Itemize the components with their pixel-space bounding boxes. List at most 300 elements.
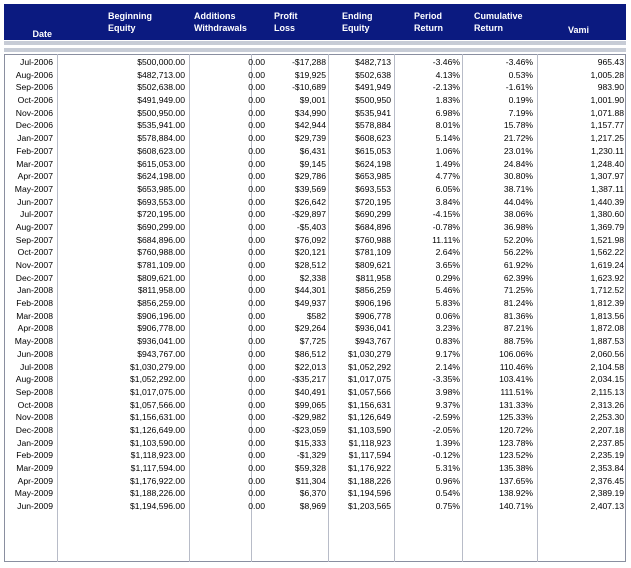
ending-equity-cell: $811,958: [355, 272, 391, 283]
header-beginning-equity-line1: Beginning: [108, 11, 152, 21]
period-return-cell: -4.15%: [432, 209, 460, 220]
additions-withdrawals-cell: 0.00: [248, 501, 265, 512]
additions-withdrawals-cell: 0.00: [248, 133, 265, 144]
beginning-equity-cell: $809,621.00: [137, 272, 185, 283]
table-row: [4, 183, 626, 196]
date-cell: Oct-2008: [17, 399, 53, 410]
vami-cell: 1,157.77: [590, 120, 624, 131]
ending-equity-cell: $491,949: [355, 82, 391, 93]
header-period-return: [414, 4, 443, 40]
header-period-line2: Return: [414, 23, 443, 33]
beginning-equity-cell: $1,194,596.00: [130, 501, 185, 512]
table-row: [4, 246, 626, 259]
ending-equity-cell: $502,638: [355, 69, 391, 80]
vami-cell: 1,071.88: [590, 107, 624, 118]
beginning-equity-cell: $1,017,075.00: [130, 386, 185, 397]
period-return-cell: 1.06%: [435, 145, 460, 156]
table-row: [4, 297, 626, 310]
table-row: [4, 437, 626, 450]
date-cell: Nov-2008: [15, 412, 53, 423]
ending-equity-cell: $936,041: [355, 323, 391, 334]
additions-withdrawals-cell: 0.00: [248, 234, 265, 245]
period-return-cell: 3.98%: [435, 386, 460, 397]
beginning-equity-cell: $856,259.00: [137, 298, 185, 309]
additions-withdrawals-cell: 0.00: [248, 145, 265, 156]
vami-cell: 1,369.79: [590, 221, 624, 232]
cumulative-return-cell: 0.53%: [508, 69, 533, 80]
table-row: [4, 234, 626, 247]
beginning-equity-cell: $684,896.00: [137, 234, 185, 245]
vami-cell: 2,253.30: [590, 412, 624, 423]
period-return-cell: -0.78%: [432, 221, 460, 232]
table-row: [4, 348, 626, 361]
period-return-cell: 0.96%: [435, 475, 460, 486]
cumulative-return-cell: 36.98%: [503, 221, 533, 232]
additions-withdrawals-cell: 0.00: [248, 386, 265, 397]
additions-withdrawals-cell: 0.00: [248, 69, 265, 80]
ending-equity-cell: $1,188,226: [347, 475, 391, 486]
beginning-equity-cell: $615,053.00: [137, 158, 185, 169]
vami-cell: 983.90: [597, 82, 624, 93]
beginning-equity-cell: $781,109.00: [137, 260, 185, 270]
date-cell: Jan-2008: [17, 285, 53, 296]
date-cell: Nov-2007: [15, 260, 53, 270]
vami-cell: 1,230.11: [591, 145, 624, 156]
header-ending-line1: Ending: [342, 11, 373, 21]
header-profit-loss: [274, 4, 298, 40]
period-return-cell: -2.13%: [432, 82, 460, 93]
period-return-cell: 4.13%: [435, 69, 460, 80]
vami-cell: 1,872.08: [590, 323, 624, 334]
beginning-equity-cell: $1,176,922.00: [130, 475, 185, 486]
profit-loss-cell: -$17,288: [292, 57, 326, 67]
beginning-equity-cell: $1,126,649.00: [130, 424, 185, 435]
ending-equity-cell: $856,259: [355, 285, 391, 296]
profit-loss-cell: $20,121: [294, 247, 326, 258]
period-return-cell: 0.29%: [435, 272, 460, 283]
table-row: [4, 500, 626, 513]
cumulative-return-cell: 87.21%: [503, 323, 533, 334]
additions-withdrawals-cell: 0.00: [248, 171, 265, 182]
ending-equity-cell: $1,118,923: [348, 437, 391, 448]
cumulative-return-cell: 61.92%: [503, 260, 533, 270]
profit-loss-cell: $29,739: [294, 133, 326, 144]
beginning-equity-cell: $1,188,226.00: [130, 488, 185, 499]
table-row: [4, 462, 626, 475]
period-return-cell: -3.46%: [432, 57, 460, 67]
profit-loss-cell: $44,301: [294, 285, 326, 296]
additions-withdrawals-cell: 0.00: [248, 209, 265, 220]
additions-withdrawals-cell: 0.00: [248, 310, 265, 321]
profit-loss-cell: $29,264: [294, 323, 326, 334]
date-cell: Aug-2006: [15, 69, 53, 80]
table-row: [4, 56, 626, 69]
cumulative-return-cell: 81.24%: [503, 298, 533, 309]
vami-cell: 2,034.15: [590, 374, 624, 385]
date-cell: Apr-2009: [17, 475, 53, 486]
cumulative-return-cell: 23.01%: [503, 145, 533, 156]
cumulative-return-cell: -1.61%: [505, 82, 533, 93]
period-return-cell: 5.14%: [435, 133, 460, 144]
beginning-equity-cell: $811,958.00: [137, 285, 185, 296]
date-cell: Dec-2008: [15, 424, 53, 435]
additions-withdrawals-cell: 0.00: [248, 158, 265, 169]
period-return-cell: 4.77%: [435, 171, 460, 182]
date-cell: Jan-2007: [17, 133, 53, 144]
date-cell: Sep-2007: [15, 234, 53, 245]
vami-cell: 2,104.58: [590, 361, 624, 372]
date-cell: Mar-2008: [16, 310, 53, 321]
ending-equity-cell: $720,195: [355, 196, 391, 207]
table-row: [4, 373, 626, 386]
profit-loss-cell: $28,512: [294, 260, 326, 270]
additions-withdrawals-cell: 0.00: [248, 361, 265, 372]
additions-withdrawals-cell: 0.00: [248, 475, 265, 486]
profit-loss-cell: $42,944: [294, 120, 326, 131]
additions-withdrawals-cell: 0.00: [248, 57, 265, 67]
ending-equity-cell: $1,156,631: [347, 399, 391, 410]
beginning-equity-cell: $1,052,292.00: [130, 374, 185, 385]
profit-loss-cell: $39,569: [294, 183, 326, 194]
additions-withdrawals-cell: 0.00: [248, 348, 265, 359]
table-row: [4, 475, 626, 488]
cumulative-return-cell: 7.19%: [508, 107, 533, 118]
period-return-cell: 5.31%: [435, 463, 460, 473]
ending-equity-cell: $1,203,565: [347, 501, 391, 512]
profit-loss-cell: -$35,217: [292, 374, 326, 385]
header-cumulative-line2: Return: [474, 23, 503, 33]
cumulative-return-cell: -3.46%: [505, 57, 533, 67]
cumulative-return-cell: 81.36%: [503, 310, 533, 321]
cumulative-return-cell: 111.51%: [500, 386, 533, 397]
table-row: [4, 284, 626, 297]
beginning-equity-cell: $720,195.00: [137, 209, 185, 220]
beginning-equity-cell: $502,638.00: [137, 82, 185, 93]
profit-loss-cell: $582: [306, 310, 326, 321]
header-date: [4, 4, 52, 44]
beginning-equity-cell: $653,985.00: [137, 183, 185, 194]
date-cell: Mar-2007: [16, 158, 53, 169]
ending-equity-cell: $578,884: [355, 120, 391, 131]
profit-loss-cell: $59,328: [294, 463, 326, 473]
date-cell: Feb-2008: [16, 298, 53, 309]
beginning-equity-cell: $693,553.00: [137, 196, 185, 207]
beginning-equity-cell: $482,713.00: [137, 69, 185, 80]
beginning-equity-cell: $608,623.00: [137, 145, 185, 156]
date-cell: May-2007: [14, 183, 53, 194]
additions-withdrawals-cell: 0.00: [248, 95, 265, 106]
ending-equity-cell: $615,053: [355, 145, 391, 156]
period-return-cell: 0.54%: [435, 488, 460, 499]
beginning-equity-cell: $943,767.00: [137, 348, 185, 359]
profit-loss-cell: $9,001: [299, 95, 326, 106]
table-rows: [4, 56, 626, 513]
table-row: [4, 69, 626, 82]
table-row: [4, 335, 626, 348]
header-beginning-equity-line2: Equity: [108, 23, 136, 33]
header-vami-label: Vami: [568, 25, 590, 35]
profit-loss-cell: $19,925: [294, 69, 326, 80]
profit-loss-cell: $40,491: [294, 386, 326, 397]
period-return-cell: 0.75%: [435, 501, 460, 512]
beginning-equity-cell: $906,196.00: [137, 310, 185, 321]
cumulative-return-cell: 110.46%: [499, 361, 533, 372]
period-return-cell: 2.14%: [435, 361, 460, 372]
beginning-equity-cell: $491,949.00: [137, 95, 185, 106]
table-row: [4, 322, 626, 335]
vami-cell: 965.43: [597, 57, 624, 67]
ending-equity-cell: $535,941: [355, 107, 391, 118]
header-date-label: Date: [32, 29, 52, 39]
header-vami: [568, 4, 589, 40]
vami-cell: 2,115.13: [591, 386, 624, 397]
ending-equity-cell: $943,767: [355, 336, 391, 347]
ending-equity-cell: $1,057,566: [347, 386, 391, 397]
cumulative-return-cell: 131.33%: [499, 399, 533, 410]
profit-loss-cell: -$1,329: [296, 450, 326, 461]
profit-loss-cell: $86,512: [294, 348, 326, 359]
cumulative-return-cell: 138.92%: [499, 488, 533, 499]
date-cell: May-2009: [14, 488, 53, 499]
vami-cell: 2,313.26: [590, 399, 624, 410]
header-additions-line2: Withdrawals: [194, 23, 247, 33]
cumulative-return-cell: 106.06%: [499, 348, 533, 359]
profit-loss-cell: $26,642: [294, 196, 326, 207]
additions-withdrawals-cell: 0.00: [248, 412, 265, 423]
table-row: [4, 361, 626, 374]
period-return-cell: 3.23%: [435, 323, 460, 334]
profit-loss-cell: $9,145: [299, 158, 326, 169]
period-return-cell: 3.84%: [435, 196, 460, 207]
ending-equity-cell: $1,126,649: [347, 412, 391, 423]
cumulative-return-cell: 38.71%: [503, 183, 533, 194]
additions-withdrawals-cell: 0.00: [248, 120, 265, 131]
header-cumulative-return: [474, 4, 523, 40]
profit-loss-cell: $15,333: [294, 437, 326, 448]
cumulative-return-cell: 103.41%: [499, 374, 533, 385]
cumulative-return-cell: 88.75%: [503, 336, 533, 347]
vami-cell: 1,387.11: [591, 183, 624, 194]
header-profit-line2: Loss: [274, 23, 296, 33]
table-row: [4, 310, 626, 323]
ending-equity-cell: $760,988: [355, 234, 391, 245]
vami-cell: 1,521.98: [590, 234, 624, 245]
additions-withdrawals-cell: 0.00: [248, 437, 265, 448]
date-cell: Jul-2007: [20, 209, 53, 220]
date-cell: Jun-2009: [17, 501, 53, 512]
cumulative-return-cell: 0.19%: [508, 95, 533, 106]
table-row: [4, 107, 626, 120]
vami-cell: 1,812.39: [590, 298, 624, 309]
date-cell: Apr-2008: [17, 323, 53, 334]
additions-withdrawals-cell: 0.00: [248, 107, 265, 118]
profit-loss-cell: $99,065: [294, 399, 326, 410]
period-return-cell: 9.37%: [435, 399, 460, 410]
additions-withdrawals-cell: 0.00: [248, 374, 265, 385]
period-return-cell: 0.06%: [435, 310, 460, 321]
vami-cell: 2,237.85: [590, 437, 624, 448]
ending-equity-cell: $1,052,292: [347, 361, 391, 372]
table-row: [4, 449, 626, 462]
table-row: [4, 81, 626, 94]
vami-cell: 1,380.60: [590, 209, 624, 220]
profit-loss-cell: -$23,059: [292, 424, 326, 435]
profit-loss-cell: -$29,982: [292, 412, 326, 423]
date-cell: Sep-2006: [15, 82, 53, 93]
profit-loss-cell: $34,990: [294, 107, 326, 118]
additions-withdrawals-cell: 0.00: [248, 424, 265, 435]
additions-withdrawals-cell: 0.00: [248, 463, 265, 473]
vami-cell: 1,005.28: [590, 69, 624, 80]
beginning-equity-cell: $760,988.00: [137, 247, 185, 258]
header-separator-bottom: [4, 48, 626, 52]
date-cell: Dec-2006: [15, 120, 53, 131]
header-cumulative-line1: Cumulative: [474, 11, 523, 21]
header-beginning-equity: [108, 4, 152, 40]
beginning-equity-cell: $578,884.00: [137, 133, 185, 144]
profit-loss-cell: $22,013: [294, 361, 326, 372]
period-return-cell: -3.35%: [432, 374, 460, 385]
vami-cell: 2,235.19: [590, 450, 624, 461]
table-row: [4, 386, 626, 399]
table-row: [4, 132, 626, 145]
vami-cell: 2,353.84: [590, 463, 624, 473]
profit-loss-cell: $7,725: [299, 336, 326, 347]
beginning-equity-cell: $1,057,566.00: [130, 399, 185, 410]
beginning-equity-cell: $624,198.00: [137, 171, 185, 182]
header-profit-line1: Profit: [274, 11, 298, 21]
profit-loss-cell: $6,431: [299, 145, 326, 156]
cumulative-return-cell: 140.71%: [499, 501, 533, 512]
beginning-equity-cell: $1,103,590.00: [130, 437, 185, 448]
period-return-cell: 0.83%: [435, 336, 460, 347]
table-row: [4, 424, 626, 437]
header-ending-equity: [342, 4, 373, 40]
vami-cell: 1,307.97: [590, 171, 624, 182]
ending-equity-cell: $1,017,075: [347, 374, 391, 385]
ending-equity-cell: $809,621: [355, 260, 391, 270]
header-ending-line2: Equity: [342, 23, 370, 33]
date-cell: Aug-2008: [15, 374, 53, 385]
period-return-cell: 1.39%: [435, 437, 460, 448]
cumulative-return-cell: 44.04%: [503, 196, 533, 207]
ending-equity-cell: $500,950: [355, 95, 391, 106]
cumulative-return-cell: 137.65%: [499, 475, 533, 486]
cumulative-return-cell: 135.38%: [499, 463, 533, 473]
vami-cell: 1,712.52: [590, 285, 624, 296]
cumulative-return-cell: 30.80%: [503, 171, 533, 182]
date-cell: Jan-2009: [17, 437, 53, 448]
vami-cell: 1,887.53: [590, 336, 624, 347]
period-return-cell: 6.98%: [435, 107, 460, 118]
vami-cell: 1,001.90: [590, 95, 624, 106]
cumulative-return-cell: 21.72%: [503, 133, 533, 144]
cumulative-return-cell: 62.39%: [503, 272, 533, 283]
table-row: [4, 487, 626, 500]
date-cell: Oct-2007: [17, 247, 53, 258]
date-cell: Feb-2007: [16, 145, 53, 156]
table-row: [4, 411, 626, 424]
additions-withdrawals-cell: 0.00: [248, 272, 265, 283]
date-cell: Sep-2008: [15, 386, 53, 397]
table-row: [4, 158, 626, 171]
beginning-equity-cell: $1,118,923.00: [130, 450, 185, 461]
profit-loss-cell: $11,304: [295, 475, 326, 486]
beginning-equity-cell: $690,299.00: [137, 221, 185, 232]
ending-equity-cell: $684,896: [355, 221, 391, 232]
cumulative-return-cell: 125.33%: [499, 412, 533, 423]
table-row: [4, 196, 626, 209]
profit-loss-cell: $8,969: [299, 501, 326, 512]
additions-withdrawals-cell: 0.00: [248, 336, 265, 347]
period-return-cell: -2.59%: [432, 412, 460, 423]
vami-cell: 2,376.45: [590, 475, 624, 486]
vami-cell: 1,623.92: [590, 272, 624, 283]
vami-cell: 2,389.19: [590, 488, 624, 499]
profit-loss-cell: $6,370: [299, 488, 326, 499]
ending-equity-cell: $1,117,594: [348, 450, 391, 461]
additions-withdrawals-cell: 0.00: [248, 183, 265, 194]
period-return-cell: 3.65%: [435, 260, 460, 270]
table-row: [4, 94, 626, 107]
cumulative-return-cell: 120.72%: [499, 424, 533, 435]
additions-withdrawals-cell: 0.00: [248, 260, 265, 270]
date-cell: Oct-2006: [17, 95, 53, 106]
beginning-equity-cell: $1,156,631.00: [130, 412, 185, 423]
vami-cell: 1,217.25: [590, 133, 624, 144]
vami-cell: 1,562.22: [590, 247, 624, 258]
ending-equity-cell: $1,194,596: [347, 488, 391, 499]
period-return-cell: 6.05%: [435, 183, 460, 194]
cumulative-return-cell: 52.20%: [503, 234, 533, 245]
date-cell: Jul-2008: [20, 361, 53, 372]
additions-withdrawals-cell: 0.00: [248, 298, 265, 309]
date-cell: Apr-2007: [17, 171, 53, 182]
table-row: [4, 221, 626, 234]
ending-equity-cell: $653,985: [355, 171, 391, 182]
date-cell: Jul-2006: [20, 57, 53, 67]
period-return-cell: 5.46%: [435, 285, 460, 296]
vami-cell: 1,440.39: [590, 196, 624, 207]
vami-cell: 1,813.56: [590, 310, 624, 321]
table-row: [4, 170, 626, 183]
ending-equity-cell: $1,030,279: [347, 348, 391, 359]
beginning-equity-cell: $1,117,594.00: [130, 463, 185, 473]
beginning-equity-cell: $936,041.00: [137, 336, 185, 347]
header-additions-line1: Additions: [194, 11, 236, 21]
header-period-line1: Period: [414, 11, 443, 21]
period-return-cell: 1.49%: [435, 158, 460, 169]
vami-cell: 1,248.40: [590, 158, 624, 169]
beginning-equity-cell: $1,030,279.00: [130, 361, 185, 372]
additions-withdrawals-cell: 0.00: [248, 399, 265, 410]
period-return-cell: 8.01%: [435, 120, 460, 131]
ending-equity-cell: $1,103,590: [347, 424, 391, 435]
vami-cell: 2,207.18: [590, 424, 624, 435]
date-cell: Jun-2008: [17, 348, 53, 359]
ending-equity-cell: $690,299: [355, 209, 391, 220]
additions-withdrawals-cell: 0.00: [248, 285, 265, 296]
table-row: [4, 272, 626, 285]
ending-equity-cell: $781,109: [355, 247, 391, 258]
cumulative-return-cell: 24.84%: [503, 158, 533, 169]
ending-equity-cell: $906,196: [355, 298, 391, 309]
ending-equity-cell: $624,198: [355, 158, 391, 169]
date-cell: Feb-2009: [16, 450, 53, 461]
table-header: [4, 4, 626, 40]
ending-equity-cell: $906,778: [355, 310, 391, 321]
table-row: [4, 145, 626, 158]
